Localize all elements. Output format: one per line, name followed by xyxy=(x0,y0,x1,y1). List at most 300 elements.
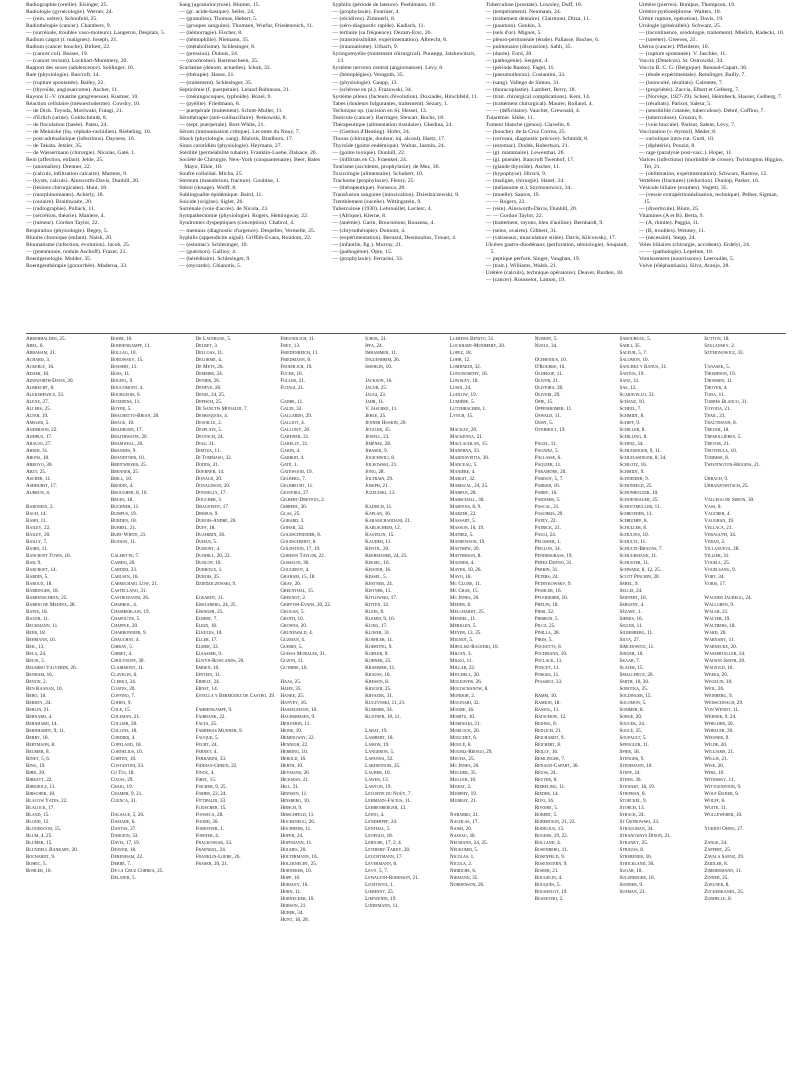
author-entry: Kryszek, 31. xyxy=(365,693,394,699)
subject-entry: — — Rogers, 22. xyxy=(485,199,526,206)
author-entry: Reilly, 16. xyxy=(534,749,559,755)
author-entry: Wallgren, 9. xyxy=(704,602,735,608)
author-entry: Chamberlain, 19. xyxy=(110,609,150,615)
subject-entry: — (expérimentation). Bernard, Desmoulins, Trouer, 4. xyxy=(332,234,457,241)
author-entry: Storch, 13. xyxy=(619,805,645,811)
subject-entry: — (maligne, chirurgie). Hanel, 24. xyxy=(485,178,565,185)
author-index-column xyxy=(535,336,617,1078)
author-entry: Bailey, 20. xyxy=(26,532,51,538)
author-entry: Lichtwitz, 1. xyxy=(365,882,395,888)
author-entry: Walsh, 21. xyxy=(704,609,729,615)
subject-entry: — (diphtérie). Pouzin, 8. xyxy=(638,142,696,149)
author-entry: Desplats, 5. xyxy=(195,427,223,433)
author-entry: Blundell Bankart, 20. xyxy=(26,847,79,853)
author-entry: Pauli, 24. xyxy=(534,532,557,538)
author-entry: Porges, 11. xyxy=(534,672,560,678)
subject-entry: — tertiaire (sa fréquence). Dezam-Ersc, 26. xyxy=(332,30,432,37)
author-entry: Patrick, 21. xyxy=(534,525,561,531)
author-entry: Inguenheim, 26. xyxy=(365,357,401,363)
author-entry: Kitlowski, 17. xyxy=(365,595,398,601)
author-entry: Kuczynski, 11, 21. xyxy=(365,700,406,706)
subject-entry: — (hémiplégies). Veraguth, 35. xyxy=(332,72,405,79)
letter-gap xyxy=(196,700,278,707)
author-entry: Guissa Morales, 31. xyxy=(280,651,327,657)
author-entry: Straughan, 34. xyxy=(619,826,654,832)
author-entry: Aubrun, 4. xyxy=(26,490,51,496)
author-entry: Desboquois, 4. xyxy=(195,413,229,419)
author-entry: Toyoda, 21. xyxy=(704,406,731,412)
author-entry: Llerena Benito, 31. xyxy=(449,336,495,342)
author-entry: Kadisch, 11. xyxy=(365,504,393,510)
subject-entry: — (prophylaxie). Ferrarini, 33. xyxy=(332,255,404,262)
author-entry: Soldinger, 15. xyxy=(619,693,652,699)
subject-entry: — (rein, urètre). Schonfeld, 25. xyxy=(26,16,98,23)
subject-entry: — pleuro-péritonéale (étude). Pallasse, Bocher, 6. xyxy=(485,37,600,44)
author-entry: Peillon, 34. xyxy=(534,546,561,552)
author-entry: Blalock, 17. xyxy=(26,805,55,811)
subject-entry: Testicule (cancer). Barringer, Stewart, Bochs, 18. xyxy=(332,114,445,121)
author-entry: Kaudeh, 11. xyxy=(365,539,392,545)
author-entry: Stern, 36. xyxy=(619,777,642,783)
author-entry: Bollag, 10. xyxy=(110,350,137,356)
subject-entry: — (innocuité, résultats). Calmette, 7. xyxy=(638,79,724,86)
author-entry: Kressin, 8. xyxy=(365,679,390,685)
author-entry: Bossert, 11. xyxy=(110,364,138,370)
author-entry: Bernhardt, 9, 11. xyxy=(26,728,66,734)
author-entry: Collins, 18. xyxy=(110,728,138,734)
author-entry: Bardin, 5. xyxy=(26,574,49,580)
author-entry: Duff, 18. xyxy=(195,525,216,531)
subject-entry: — (glande thyroïde). Ascher, 11. xyxy=(485,164,561,171)
subject-entry: — (période Ranke). Fagel, 11. xyxy=(485,65,555,72)
author-entry: Milian, 3. xyxy=(449,651,472,657)
author-entry: Weeks, 20. xyxy=(704,672,729,678)
subject-entry: Vaccin B. C. G. (Belgique). Renaud-Capart, 36. xyxy=(638,65,748,72)
subject-entry: Utérus (cancer). Pfleiderer, 10. xyxy=(638,44,710,51)
author-entry: Jetzler, 35. xyxy=(365,427,392,433)
author-entry: Sutton, 18. xyxy=(704,336,730,342)
author-entry: Brachetto-Brian, 28. xyxy=(110,413,160,419)
author-entry: Partiser, 5. xyxy=(534,497,561,503)
subject-entry: — (récidives). Zimmerli, 8. xyxy=(332,16,396,23)
author-entry: Nabarro, 21. xyxy=(449,812,480,818)
author-entry: Zurhelle, 8. xyxy=(704,896,733,902)
subject-entry: Urologie (généralités). Schwarz, 25. xyxy=(638,23,722,30)
author-entry: Schiller, 8. xyxy=(619,427,646,433)
author-entry: Andrus, 17. xyxy=(26,434,53,440)
subject-entry: Rayons U.-V. (mastite gangreneuse). Kustner, 10. xyxy=(26,93,139,100)
author-entry: Perez Dueno, 31. xyxy=(534,560,573,566)
subject-entry: — rage (paralysie post-vacc.). Hoper, 11. xyxy=(638,149,733,156)
subject-entry: Sternum (manubrium, fracture). Goubine, 1. xyxy=(179,178,280,185)
author-entry: Ichok, 31. xyxy=(365,336,388,342)
subject-entry: — (propriétés). Zaccia, Elbert et Gelberg, 7. xyxy=(638,86,740,93)
author-entry: Craig, 19. xyxy=(110,784,133,790)
subject-entry: Technique op. (incision en S). Hessel, 13. xyxy=(332,107,428,114)
author-entry: Dujardin, 26. xyxy=(195,532,226,538)
author-entry: Saleur, 5, 7. xyxy=(619,350,648,356)
author-entry: Moriwaki, 21. xyxy=(449,721,481,727)
subject-entry: — puerpérale (traitement). Schott-Muller, 11. xyxy=(179,107,283,114)
author-entry: Haas, 25. xyxy=(280,679,302,685)
author-entry: Mathez, 5. xyxy=(449,532,474,538)
author-entry: Diaz, 31. xyxy=(195,441,215,447)
subject-entry: — (hémophilie). Niemann, 35. xyxy=(179,37,250,44)
author-entry: Horsley, 16. xyxy=(280,882,309,888)
author-entry: Lapenna, 32. xyxy=(365,756,394,762)
author-entry: Dziedziczewski, 9. xyxy=(195,581,237,587)
author-entry: Patey, 22. xyxy=(534,518,557,524)
subject-entry: — post-adrénalinique (infections). Dayness, 16. xyxy=(26,135,136,142)
author-entry: Hoffmann, 11. xyxy=(280,840,313,846)
subject-entry: — de Takata. Jetzler, 35. xyxy=(26,142,83,149)
subject-entry: — (infantile, fig.). Murray, 21. xyxy=(332,241,403,248)
author-entry: Adami, 10. xyxy=(26,371,50,377)
subject-entry: Syphilis (période de latence). Poehlmann, 10. xyxy=(332,2,437,8)
subject-entry: — (thérapie). Hasse, 21. xyxy=(179,72,235,79)
subject-entry: — (héréditaire). Schlesinger, 9. xyxy=(179,255,251,262)
author-entry: Von Wendt, 11. xyxy=(704,707,740,713)
author-entry: Chapoutis, 5. xyxy=(110,616,141,622)
author-entry: Copeland, 18. xyxy=(110,742,142,748)
author-entry: Eller, 17. xyxy=(195,637,218,643)
author-entry: Berry, 18. xyxy=(26,735,49,741)
author-entry: Jaggi, 23. xyxy=(365,392,387,398)
author-entry: Masson, 10, 19. xyxy=(449,525,485,531)
author-entry: Schottmuller, 11. xyxy=(619,504,661,510)
subject-entry: — de Wassermann (chirurgie). Nicolas, Gaté, 1. xyxy=(26,149,136,156)
author-entry: Hinnsen, 11. xyxy=(280,791,308,797)
author-entry: Dubois, 25. xyxy=(195,574,221,580)
author-entry: Schultz-Brauns, 7. xyxy=(619,546,663,552)
author-entry: Wittgenstein, 9. xyxy=(704,784,742,790)
author-entry: Moldaver, 26. xyxy=(449,679,483,685)
author-entry: Manière, 4. xyxy=(449,469,476,475)
author-entry: Pagel, 11. xyxy=(534,441,558,447)
author-entry: Burrel, 21. xyxy=(110,525,137,531)
author-entry: Pocketts, 8. xyxy=(534,644,562,650)
author-entry: Eiselsberg, 24, 25. xyxy=(195,602,237,608)
author-entry: Slater, 15. xyxy=(619,665,644,671)
author-entry: Morlock, 20. xyxy=(449,728,480,734)
author-entry: Hofer, 24. xyxy=(280,833,304,839)
author-entry: Hemingway, 22. xyxy=(280,735,315,741)
author-entry: Chabrol, 4. xyxy=(110,602,138,608)
author-entry: Bernhard, 14. xyxy=(26,721,58,727)
subject-entry: Roentgenthérapie (gonorrhée). Maderna, 33. xyxy=(26,262,128,269)
author-index-column xyxy=(280,336,362,1078)
author-entry: Marschall, 30. xyxy=(449,497,485,503)
subject-entry: — (rupture spontanée). V. Jaschke, 11. xyxy=(638,51,727,58)
author-entry: Lardennois, 25. xyxy=(365,763,401,769)
author-entry: Binet, 5, 6. xyxy=(26,756,51,762)
author-entry: Galliot, 4. xyxy=(280,420,305,426)
author-entry: Murray, 21. xyxy=(449,798,478,804)
letter-gap xyxy=(365,721,447,728)
letter-gap xyxy=(111,546,193,553)
subject-entry: — (lésions chirurgicales). Hunt, 18. xyxy=(26,185,108,192)
author-entry: Longworthy, 16. xyxy=(449,371,489,377)
author-entry: Albrecht, 8. xyxy=(26,385,55,391)
author-entry: Bates, 18. xyxy=(26,609,48,615)
subject-entry: — — Gordon Taylor, 22. xyxy=(485,213,544,220)
author-entry: Vogell, 25. xyxy=(704,560,731,566)
subject-entry: — (A, rhinite). Paggia, 11. xyxy=(638,220,700,227)
author-entry: Goldschneider, 8. xyxy=(280,532,322,538)
author-entry: Schoenbauer, 25. xyxy=(619,497,659,503)
author-entry: Singer, 10. xyxy=(619,651,644,657)
subject-index-column xyxy=(639,2,786,332)
author-entry: St Ostrowski, 33. xyxy=(619,819,660,825)
subject-entry: Radiographie (oreille). Eisinger, 25. xyxy=(26,2,108,8)
author-entry: Smith, 10, 20. xyxy=(619,679,650,685)
author-entry: Bach, 14. xyxy=(26,511,47,517)
author-entry: Lambert, 18. xyxy=(365,735,394,741)
subject-entry: Tabes (douleurs fulgurantes, traitement). Sézary, 1. xyxy=(332,100,449,107)
author-entry: Murat, 2. xyxy=(449,784,472,790)
author-entry: Delorme, 4. xyxy=(195,357,223,363)
author-entry: Wagner Jauregg, 24. xyxy=(704,595,752,601)
author-entry: Garelly, 31. xyxy=(280,441,309,447)
author-entry: Tubbese, 8. xyxy=(704,455,730,461)
author-entry: Clerici, 34. xyxy=(110,679,137,685)
author-entry: Mayer, 10, 26. xyxy=(449,567,482,573)
author-entry: Lutzhbacher, 1. xyxy=(449,406,487,412)
author-entry: Berlin, 21. xyxy=(26,707,51,713)
author-entry: Kestner, 24. xyxy=(365,581,393,587)
author-entry: Rouquès, 5. xyxy=(534,882,561,888)
author-entry: Bailey, 22. xyxy=(26,525,51,531)
author-entry: Grunewald, 4. xyxy=(280,630,313,636)
author-entry: Ashhurst, 17. xyxy=(26,483,57,489)
author-entry: Dumont, 4. xyxy=(195,546,221,552)
author-entry: Stiephan, 8. xyxy=(619,791,646,797)
author-entry: Lynch, 15. xyxy=(449,413,474,419)
subject-entry: Sympathectomie (physiologie). Rogers, Hemingway, 22. xyxy=(179,213,309,220)
author-index-column xyxy=(450,336,532,1078)
author-entry: Benham, 16. xyxy=(26,672,54,678)
subject-entry: — (B, troubles). Wenney, 11. xyxy=(638,227,706,234)
author-entry: Fauque, 5. xyxy=(195,735,219,741)
author-entry: Oury, 5. xyxy=(534,420,554,426)
author-entry: Mathewson, 19. xyxy=(449,539,486,545)
subject-entry: Roentgenologie. Mulder, 35. xyxy=(26,255,92,262)
author-entry: Cornelius, 10. xyxy=(110,749,143,755)
author-entry: Nassau, 30. xyxy=(449,833,476,839)
author-entry: Camesi, 20. xyxy=(110,560,136,566)
author-entry: Parker, 16. xyxy=(534,483,561,489)
author-entry: Denier, 26. xyxy=(195,378,221,384)
author-entry: Nordenson, 26. xyxy=(449,882,485,888)
author-entry: Fonseca, 28. xyxy=(195,812,224,818)
author-entry: Zange, 24. xyxy=(704,840,728,846)
author-entry: Donaldson, 20. xyxy=(195,483,231,489)
author-entry: Sellei, 24. xyxy=(619,588,643,594)
subject-entry: Transfusion sanguine (intoxication). Dziedziczewski, 9. xyxy=(332,192,460,199)
author-entry: Hasselmann, 10. xyxy=(280,707,318,713)
author-entry: Charbonnier, 9. xyxy=(110,630,147,636)
subject-entry: — (sept. puerpérale). Burt-White, 21. xyxy=(179,121,265,128)
author-entry: Moulé, 6. xyxy=(449,742,472,748)
author-entry: Jolkowski, 21. xyxy=(365,462,398,468)
author-entry: Lopez, 18. xyxy=(449,350,473,356)
author-entry: Boufel, 9. xyxy=(110,378,134,384)
subject-entry: — (ouraire). Braithwaite, 20. xyxy=(26,199,93,206)
author-entry: Urbanzowitsch, 25. xyxy=(704,483,749,489)
author-entry: Schmidt, 9. xyxy=(619,469,645,475)
letter-gap xyxy=(535,434,617,441)
subject-entry: — (estomac). Dodds, Robertson, 21. xyxy=(485,142,570,149)
author-entry: Bela, 24. xyxy=(26,651,47,657)
subject-entry: — (diverticule). Blum, 25. xyxy=(638,206,700,213)
author-entry: Bancroft Town, 18. xyxy=(26,553,71,559)
author-entry: Falta, 25. xyxy=(195,721,218,727)
author-entry: Voris, 17. xyxy=(704,581,727,587)
author-entry: Steinmann, 10. xyxy=(619,763,653,769)
author-entry: Groth, 10. xyxy=(280,616,304,622)
author-entry: Leino, 4. xyxy=(365,812,385,818)
author-entry: Reuter, 8. xyxy=(534,777,558,783)
subject-entry: — (Norvège, 1927-29). Scheel, Heimbeck, Hauser, Gelberg, 7. xyxy=(638,93,783,100)
subject-entry: — (granulies). Thomas, Hebert, 5. xyxy=(179,16,258,23)
author-entry: Bird, 20. xyxy=(26,770,46,776)
author-entry: Fahrenkampf, 9. xyxy=(195,707,233,713)
subject-entry: Urétère (calculs), technique opératoire). Deaver, Burden, 18. xyxy=(485,269,624,276)
subject-entry: Urétère (pierres). Bumpus, Thompson, 19. xyxy=(638,2,736,8)
author-entry: Schmidt, 8. xyxy=(619,413,645,419)
author-entry: Rosier, 21. xyxy=(534,868,559,874)
subject-entry: — (thoracoplastie). Lambert, Berry, 18. xyxy=(485,86,576,93)
author-entry: Stranky, 25. xyxy=(619,840,648,846)
author-entry: Garrod, 4. xyxy=(280,455,305,461)
subject-entry: — (traitement dentaire). Clairmont, Ditza, 11. xyxy=(485,16,591,23)
author-entry: Boucomont, 4. xyxy=(110,385,144,391)
subject-entry: Urètre rupture, opération). Davis, 19. xyxy=(638,16,724,23)
author-entry: Keister, 16. xyxy=(365,567,392,573)
subject-entry: Radiothérapie (cancer). Chambers, 9. xyxy=(26,23,111,30)
author-entry: Soulé, 35. xyxy=(619,728,642,734)
letter-gap xyxy=(280,392,362,399)
author-entry: Dodds, 21. xyxy=(195,462,220,468)
author-entry: Meder, 8. xyxy=(449,602,472,608)
author-entry: Elkeles, 10. xyxy=(195,630,223,636)
author-entry: Franklin-Loebe, 26. xyxy=(195,854,241,860)
author-entry: Merklen, 5. xyxy=(449,623,477,629)
author-entry: Rogers, 19, 22. xyxy=(534,833,568,839)
author-entry: Klemm, 9, 10. xyxy=(365,616,395,622)
subject-entry: — mentaux (diagnostic d'urgence). Despeller, Vermelle, 25. xyxy=(179,227,316,234)
subject-entry: Vésicule biliaire (examen). Vegetti, 35. xyxy=(638,185,728,192)
author-entry: Di Tommaso, 32. xyxy=(195,455,232,461)
subject-entry: Thorax (chirurgie, douleur, inj. alcool). Hartz, 17. xyxy=(332,135,446,142)
author-entry: Bernard, 4. xyxy=(26,714,53,720)
author-index xyxy=(26,336,786,1078)
author-entry: Borowsky, 15. xyxy=(110,357,144,363)
author-entry: Lombardi, 32. xyxy=(449,364,481,370)
letter-gap xyxy=(365,371,447,378)
author-entry: Reuss, 24. xyxy=(534,770,557,776)
author-entry: Fairbank, 22. xyxy=(195,714,226,720)
author-entry: Eisinger, 25. xyxy=(195,609,224,615)
author-entry: Oliveri, 29. xyxy=(534,392,561,398)
author-entry: Koerting, 9. xyxy=(365,644,393,650)
author-entry: Zuckerkandl, 25. xyxy=(704,889,744,895)
author-entry: Baboneix, 2. xyxy=(26,504,54,510)
author-entry: Lewaleth-Robinson, 21. xyxy=(365,875,420,881)
author-entry: Blum, 4, 25. xyxy=(26,833,53,839)
subject-entry: Trachome (prophylaxie). Fleury, 25. xyxy=(332,178,415,185)
author-entry: Elwyn-Rowlands, 20. xyxy=(195,658,245,664)
section-divider xyxy=(26,333,786,334)
author-entry: Eckardt, 11. xyxy=(195,595,224,601)
author-entry: Brill, 10. xyxy=(110,476,133,482)
author-entry: Tanasek, 5. xyxy=(704,364,731,370)
subject-entry: — (voie buccale). Parisot, Saleur, Levy, 7. xyxy=(638,121,736,128)
author-entry: Hanvey, 16. xyxy=(280,700,308,706)
author-entry: Breitwieser, 25. xyxy=(110,462,147,468)
author-entry: Veraguth, 34. xyxy=(704,532,737,538)
subject-entry: Vitamines (A et B). Berta, 9. xyxy=(638,213,704,220)
author-entry: Smallpiece, 20. xyxy=(619,672,654,678)
author-entry: Wheeler, 20. xyxy=(704,728,734,734)
author-entry: Debré, 7. xyxy=(110,861,132,867)
author-entry: Scheel, 7. xyxy=(619,406,642,412)
author-entry: Frackowiak, 33. xyxy=(195,840,233,846)
author-entry: Bramwell, 20. xyxy=(110,441,144,447)
author-entry: Hanke, 25. xyxy=(280,693,305,699)
author-entry: Vort, 34. xyxy=(704,574,725,580)
author-entry: Labat, 19. xyxy=(365,728,388,734)
author-entry: Lecomte du Noüy, 7. xyxy=(365,791,412,797)
author-entry: Lusin, 24. xyxy=(449,385,472,391)
author-entry: Robert, 5. xyxy=(534,812,558,818)
author-entry: Muller, 10. xyxy=(449,777,477,783)
author-entry: Pilcz, 25. xyxy=(534,623,556,629)
author-entry: Bar, 9. xyxy=(26,560,42,566)
author-entry: Goldstein, 17, 19. xyxy=(280,546,321,552)
letter-gap xyxy=(450,805,532,812)
author-entry: Ainsworth-Davis, 20. xyxy=(26,378,74,384)
subject-entry: — (urochrome). Barrenscheen, 25. xyxy=(179,58,259,65)
author-entry: Alekshewicz, 33. xyxy=(26,392,65,398)
author-entry: Demmer, 24. xyxy=(195,371,223,377)
author-entry: Simchowitz, 11. xyxy=(619,644,655,650)
author-entry: Heymans, 26. xyxy=(280,770,310,776)
subject-entry: Sublingualite épidémique. Baird, 11. xyxy=(179,192,263,199)
subject-entry: — (calculs, infiltration calcaire). Martens, 9. xyxy=(26,171,128,178)
author-entry: Jehle, 25. xyxy=(365,413,387,419)
author-entry: Coleman, 21. xyxy=(110,714,141,720)
author-entry: Ernst, 14. xyxy=(195,686,218,692)
author-entry: Horneker, 10. xyxy=(280,868,312,874)
subject-entry: — (poumon). Genkin, 3. xyxy=(485,23,542,30)
subject-entry: Thérapeutique (alimentation tissulaire). Ghedina, 24. xyxy=(332,121,453,128)
author-entry: Alter, 19. xyxy=(26,413,49,419)
author-entry: Gardner, 21. xyxy=(280,434,310,440)
author-entry: Matthew, 20. xyxy=(449,546,480,552)
subject-entry: — (kyste, calculs). Ainsworth-Davis, Dunhill, 20. xyxy=(26,178,140,185)
author-entry: Bohler, 10. xyxy=(26,868,52,874)
subject-entry: — de Meinicke (liq. céphalo-rachidien). Riebeling, 10. xyxy=(26,128,152,135)
author-entry: Garin, 4. xyxy=(280,448,301,454)
letter-gap xyxy=(535,350,617,357)
author-entry: Leriche, 17, 2, 4. xyxy=(365,840,402,846)
author-entry: Langeron, 5. xyxy=(365,749,395,755)
author-entry: Mendel, 11. xyxy=(449,616,477,622)
author-entry: Zoelner, 8. xyxy=(704,882,730,888)
author-entry: Arzt, 25. xyxy=(26,469,47,475)
author-entry: Friedenreich, 11. xyxy=(280,350,319,356)
